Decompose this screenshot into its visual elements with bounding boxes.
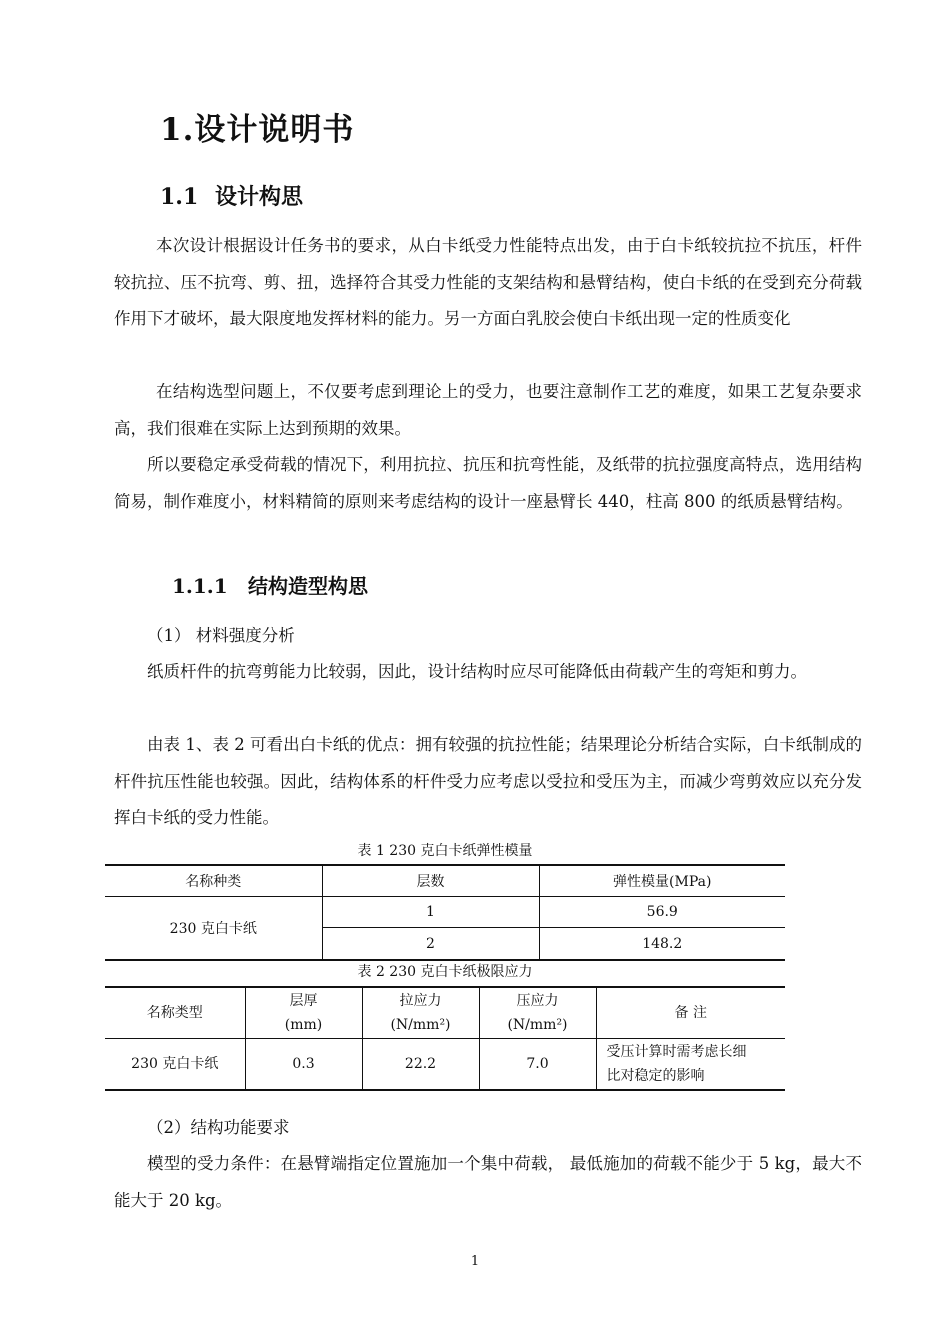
- section-title: 设计构思: [215, 184, 304, 210]
- table2-header-compressive: [479, 987, 596, 1039]
- table2-header-tensile: [362, 987, 479, 1039]
- section1-title: （1） 材料强度分析: [147, 626, 295, 645]
- section1-paragraph-1: 纸质杆件的抗弯剪能力比较弱，因此，设计结构时应尽可能降低由荷载产生的弯矩和剪力。: [147, 662, 807, 681]
- table2-tensile-cell: 22.2: [362, 1039, 479, 1091]
- table1-layers-cell: 2: [322, 928, 539, 960]
- table2-remark-cell: [596, 1039, 785, 1091]
- table1-header-row: [105, 865, 785, 897]
- section-heading: [160, 180, 303, 211]
- table2-header-compressive-unit: (N/mm²): [507, 1017, 568, 1033]
- table1: [105, 864, 785, 961]
- table-row: [105, 897, 785, 928]
- table1-header-layers: 层数: [322, 865, 539, 897]
- table2-header-thickness-label: 层厚: [289, 993, 318, 1009]
- table2-thickness-cell: 0.3: [245, 1039, 362, 1091]
- subsection-heading: [172, 570, 368, 599]
- table2-header-row: [105, 987, 785, 1039]
- table2-header-tensile-unit: (N/mm²): [390, 1017, 451, 1033]
- section2-paragraph: 模型的受力条件：在悬臂端指定位置施加一个集中荷载， 最低施加的荷载不能少于 5 kg，最大不能大于 20 kg。: [114, 1154, 862, 1210]
- table2-header-thickness: [245, 987, 362, 1039]
- table2: [105, 986, 785, 1091]
- subsection-number: 1.1.1: [172, 574, 228, 598]
- table2-header-name: 名称类型: [105, 987, 245, 1039]
- table1-header-modulus: 弹性模量(MPa): [539, 865, 785, 897]
- subsection-title: 结构造型构思: [248, 574, 368, 598]
- table1-header-name: 名称种类: [105, 865, 322, 897]
- table1-layers-cell: 1: [322, 897, 539, 928]
- intro-paragraph-2: 在结构选型问题上，不仅要考虑到理论上的受力，也要注意制作工艺的难度，如果工艺复杂要求高，我们很难在实际上达到预期的效果。: [114, 382, 862, 438]
- intro-paragraph-1: 本次设计根据设计任务书的要求，从白卡纸受力性能特点出发，由于白卡纸较抗拉不抗压，杆件较抗拉、压不抗弯、剪、扭，选择符合其受力性能的支架结构和悬臂结构，使白卡纸的在受到充分荷载作用下才破坏，最大限度地发挥材料的能力。另一方面白乳胶会使白卡纸出现一定的性质变化: [114, 236, 862, 328]
- section1-paragraph-2: 由表 1、表 2 可看出白卡纸的优点：拥有较强的抗拉性能；结果理论分析结合实际，白卡纸制成的杆件抗压性能也较强。因此，结构体系的杆件受力应考虑以受拉和受压为主，而减少弯剪效应以充分发挥白卡纸的受力性能。: [114, 735, 862, 827]
- table1-caption: 表 1 230 克白卡纸弹性模量: [357, 843, 533, 859]
- chapter-heading: 1.设计说明书: [160, 112, 355, 148]
- intro-paragraph-3: 所以要稳定承受荷载的情况下，利用抗拉、抗压和抗弯性能，及纸带的抗拉强度高特点，选用结构简易，制作难度小，材料精简的原则来考虑结构的设计一座悬臂长 440，柱高 800 的纸质悬臂结构。: [114, 455, 862, 511]
- table1-modulus-cell: 148.2: [539, 928, 785, 960]
- table2-remark-line1: 受压计算时需考虑长细: [606, 1044, 747, 1060]
- table2-header-tensile-label: 拉应力: [399, 993, 442, 1009]
- table1-material: 230 克白卡纸: [105, 897, 322, 961]
- table2-header-remark: 备 注: [596, 987, 785, 1039]
- table2-remark-line2: 比对稳定的影响: [606, 1068, 705, 1084]
- table2-caption: 表 2 230 克白卡纸极限应力: [357, 964, 533, 980]
- page-number: 1: [470, 1254, 480, 1269]
- section-number: 1.1: [160, 184, 199, 210]
- table2-header-thickness-unit: (mm): [284, 1017, 323, 1033]
- table1-modulus-cell: 56.9: [539, 897, 785, 928]
- section2-title: （2）结构功能要求: [147, 1118, 290, 1137]
- table2-compressive-cell: 7.0: [479, 1039, 596, 1091]
- table2-header-compressive-label: 压应力: [516, 993, 559, 1009]
- table2-name-cell: 230 克白卡纸: [105, 1039, 245, 1091]
- table-row: [105, 1039, 785, 1091]
